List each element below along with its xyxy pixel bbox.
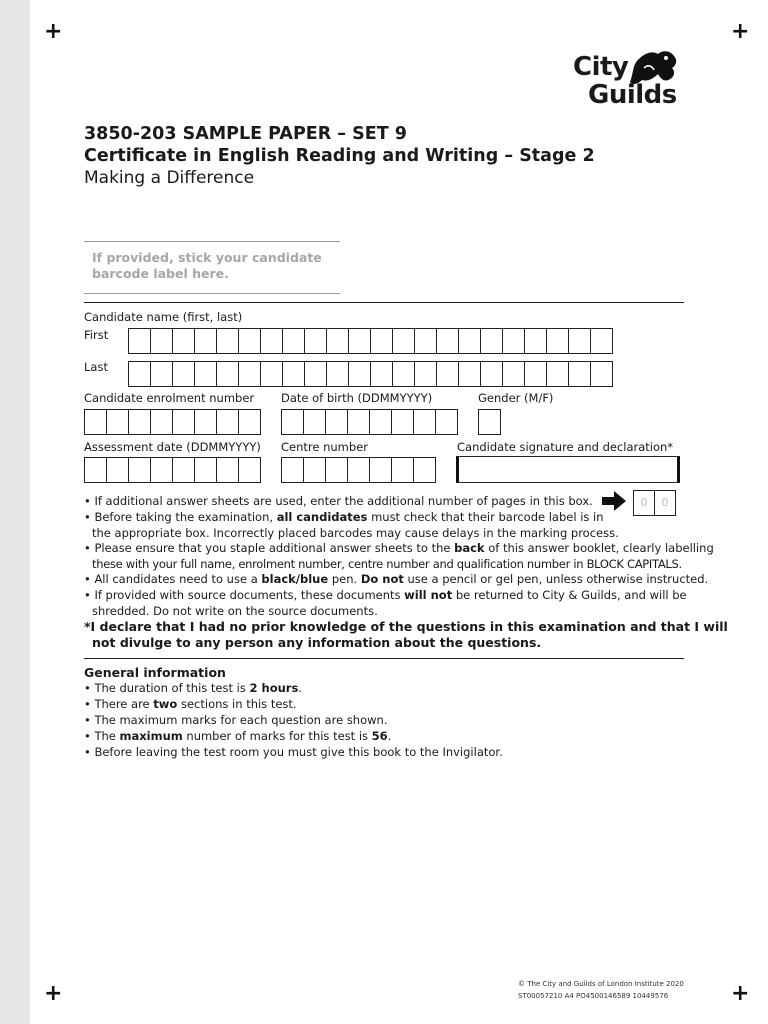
char-box[interactable] [150, 457, 173, 483]
general-maximum-marks: • The maximum number of marks for this test is 56. [84, 729, 392, 743]
char-box[interactable] [172, 409, 195, 435]
paper-subtitle: Making a Difference [84, 168, 255, 188]
char-box[interactable] [458, 361, 481, 387]
char-box[interactable] [347, 457, 370, 483]
char-box[interactable] [458, 328, 481, 354]
char-box[interactable] [413, 409, 436, 435]
instruction-pen: • All candidates need to use a black/blue pen. Do not use a pencil or gel pen, unless otherwise instructed. [84, 572, 709, 586]
char-box[interactable] [106, 409, 129, 435]
char-box[interactable] [347, 409, 370, 435]
instruction-source-docs: • If provided with source documents, these documents will not be returned to City & Guilds, and will be [84, 588, 687, 602]
barcode-top-line [84, 241, 340, 242]
char-box[interactable] [414, 361, 437, 387]
char-box[interactable] [282, 361, 305, 387]
char-box[interactable] [524, 361, 547, 387]
instruction-staple: • Please ensure that you staple additional answer sheets to the back of this answer booklet, clearly labelling [84, 541, 714, 555]
char-box[interactable] [436, 328, 459, 354]
char-box[interactable] [502, 328, 525, 354]
char-box[interactable] [172, 328, 195, 354]
barcode-text-line1: If provided, stick your candidate [92, 250, 322, 265]
char-box[interactable] [568, 361, 591, 387]
char-box[interactable] [369, 409, 392, 435]
instruction-extra-pages: • If additional answer sheets are used, enter the additional number of pages in this box. [84, 494, 593, 508]
char-box[interactable] [260, 361, 283, 387]
char-box[interactable] [282, 328, 305, 354]
char-box[interactable] [546, 361, 569, 387]
char-box[interactable] [478, 409, 501, 435]
char-box[interactable] [238, 409, 261, 435]
gender-label: Gender (M/F) [478, 391, 554, 405]
centre-number-label: Centre number [281, 440, 368, 454]
char-box[interactable] [281, 409, 304, 435]
divider-general [84, 658, 684, 659]
assessment-date-boxes[interactable] [84, 457, 260, 483]
char-box[interactable] [216, 457, 239, 483]
divider-top [84, 302, 684, 303]
char-box[interactable] [568, 328, 591, 354]
last-name-boxes[interactable] [128, 361, 612, 387]
char-box[interactable] [392, 328, 415, 354]
char-box[interactable] [391, 409, 414, 435]
char-box[interactable] [546, 328, 569, 354]
char-box[interactable] [194, 409, 217, 435]
barcode-bottom-line [84, 293, 340, 294]
char-box[interactable] [238, 457, 261, 483]
char-box[interactable] [524, 328, 547, 354]
general-info-heading: General information [84, 665, 226, 680]
char-box[interactable] [194, 457, 217, 483]
extra-pages-box-1[interactable]: 0 [633, 490, 655, 516]
char-box[interactable] [150, 328, 173, 354]
dob-label: Date of birth (DDMMYYYY) [281, 391, 433, 405]
barcode-label-area [92, 250, 332, 282]
char-box[interactable] [106, 457, 129, 483]
char-box[interactable] [172, 361, 195, 387]
char-box[interactable] [128, 457, 151, 483]
char-box[interactable] [392, 361, 415, 387]
char-box[interactable] [480, 328, 503, 354]
dob-boxes[interactable] [281, 409, 457, 435]
char-box[interactable] [590, 328, 613, 354]
char-box[interactable] [325, 457, 348, 483]
signature-label: Candidate signature and declaration* [457, 440, 674, 454]
paper-title: Certificate in English Reading and Writing – Stage 2 [84, 146, 595, 166]
crop-mark-bottom-left: + [44, 981, 63, 1006]
char-box[interactable] [84, 457, 107, 483]
char-box[interactable] [216, 409, 239, 435]
char-box[interactable] [238, 328, 261, 354]
char-box[interactable] [281, 457, 304, 483]
arrow-right-icon [602, 491, 626, 511]
city-and-guilds-logo [572, 52, 684, 114]
char-box[interactable] [348, 328, 371, 354]
char-box[interactable] [128, 409, 151, 435]
char-box[interactable] [194, 361, 217, 387]
char-box[interactable] [435, 409, 458, 435]
char-box[interactable] [325, 409, 348, 435]
gender-box[interactable] [478, 409, 500, 435]
char-box[interactable] [391, 457, 414, 483]
crop-mark-bottom-right: + [731, 981, 750, 1006]
char-box[interactable] [128, 328, 151, 354]
general-sections: • There are two sections in this test. [84, 697, 297, 711]
char-box[interactable] [172, 457, 195, 483]
logo-text-guilds: Guilds [588, 80, 677, 110]
candidate-name-label: Candidate name (first, last) [84, 310, 243, 324]
char-box[interactable] [413, 457, 436, 483]
char-box[interactable] [326, 361, 349, 387]
char-box[interactable] [326, 328, 349, 354]
char-box[interactable] [370, 328, 393, 354]
char-box[interactable] [216, 328, 239, 354]
general-invigilator: • Before leaving the test room you must give this book to the Invigilator. [84, 745, 503, 759]
paper-code: 3850-203 SAMPLE PAPER – SET 9 [84, 124, 407, 144]
char-box[interactable] [84, 409, 107, 435]
char-box[interactable] [150, 361, 173, 387]
char-box[interactable] [348, 361, 371, 387]
crop-mark-top-right: + [731, 19, 750, 44]
general-marks-shown: • The maximum marks for each question are shown. [84, 713, 388, 727]
char-box[interactable] [590, 361, 613, 387]
first-name-boxes[interactable] [128, 328, 612, 354]
char-box[interactable] [304, 328, 327, 354]
char-box[interactable] [370, 361, 393, 387]
char-box[interactable] [303, 457, 326, 483]
instruction-source-docs-cont: shredded. Do not write on the source documents. [92, 603, 378, 618]
char-box[interactable] [414, 328, 437, 354]
char-box[interactable] [260, 328, 283, 354]
char-box[interactable] [369, 457, 392, 483]
centre-number-boxes[interactable] [281, 457, 435, 483]
instruction-barcode: • Before taking the examination, all candidates must check that their barcode label is in [84, 510, 604, 524]
char-box[interactable] [480, 361, 503, 387]
char-box[interactable] [304, 361, 327, 387]
signature-field[interactable] [456, 456, 680, 483]
crop-mark-top-left: + [44, 19, 63, 44]
char-box[interactable] [194, 328, 217, 354]
char-box[interactable] [150, 409, 173, 435]
general-duration: • The duration of this test is 2 hours. [84, 681, 302, 695]
char-box[interactable] [303, 409, 326, 435]
declaration-line2: not divulge to any person any information about the questions. [92, 635, 542, 650]
assessment-date-label: Assessment date (DDMMYYYY) [84, 440, 261, 454]
logo-text-city: City [573, 52, 629, 82]
char-box[interactable] [502, 361, 525, 387]
char-box[interactable] [238, 361, 261, 387]
instruction-staple-cont: these with your full name, enrolment number, centre number and qualification number in BLOCK CAPITALS. [92, 556, 682, 571]
char-box[interactable] [216, 361, 239, 387]
footer-copyright: © The City and Guilds of London Institute 2020 [518, 980, 684, 988]
char-box[interactable] [128, 361, 151, 387]
enrolment-label: Candidate enrolment number [84, 391, 255, 405]
barcode-text-line2: barcode label here. [92, 266, 229, 281]
enrolment-boxes[interactable] [84, 409, 260, 435]
footer-codes: ST00057210 A4 PO4500146589 10449576 [518, 992, 669, 1000]
declaration-line1: *I declare that I had no prior knowledge of the questions in this examination and that I will [84, 619, 728, 634]
last-name-label: Last [84, 360, 108, 374]
instruction-barcode-cont: the appropriate box. Incorrectly placed barcodes may cause delays in the marking process. [92, 525, 619, 540]
char-box[interactable] [436, 361, 459, 387]
extra-pages-box-2[interactable]: 0 [654, 490, 676, 516]
first-name-label: First [84, 328, 109, 342]
